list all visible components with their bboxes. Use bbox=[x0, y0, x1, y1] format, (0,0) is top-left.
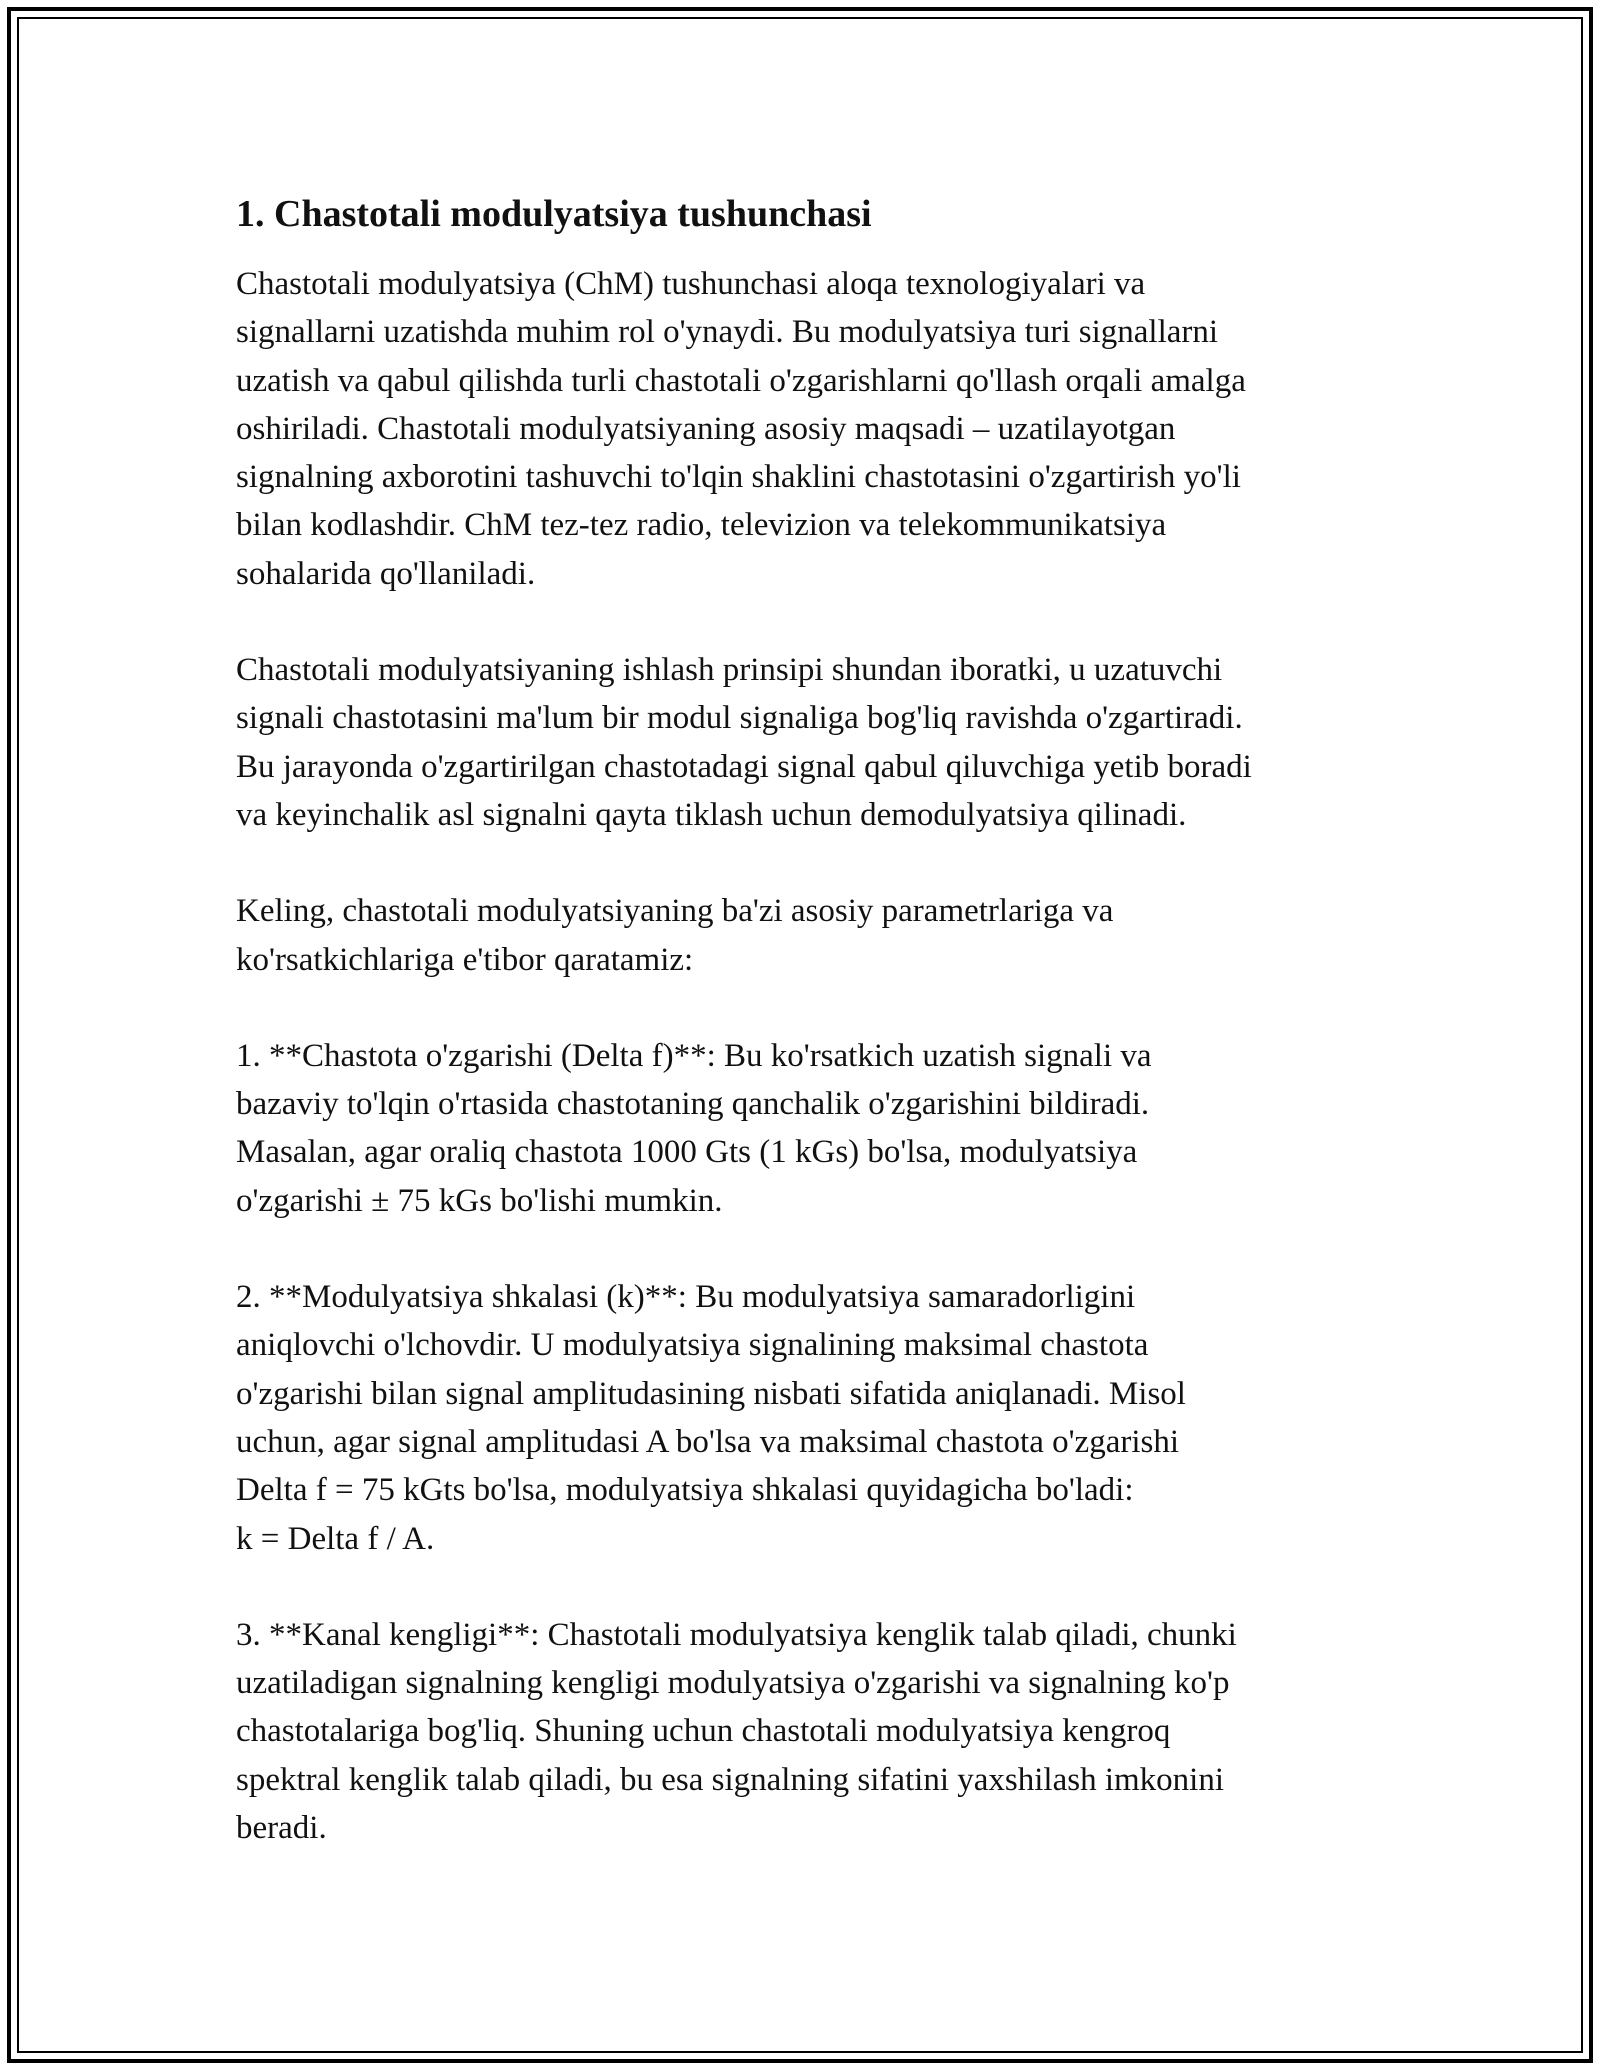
list-item-channel-width: 3. **Kanal kengligi**: Chastotali modulyatsiya kenglik talab qiladi, chunki uzatiladigan signalning kengligi modulyatsiya o'zgarishi va signalning ko'p chastotalariga bog'liq. Shuning uchun chastotali modulyatsiya kengroq spektral kenglik talab qiladi, bu esa signalning sifatini yaxshilash imkonini beradi. bbox=[236, 1616, 1237, 1847]
paragraph-principle: Chastotali modulyatsiyaning ishlash prinsipi shundan iboratki, u uzatuvchi signali chastotasini ma'lum bir modul signaliga bog'liq ravishda o'zgartiradi. Bu jarayonda o'zgartirilgan chastotadagi signal qabul qiluvchiga yetib boradi va keyinchalik asl signalni qayta tiklash uchun demodulyatsiya qilinadi. bbox=[236, 652, 1252, 833]
list-item-frequency-deviation: 1. **Chastota o'zgarishi (Delta f)**: Bu ko'rsatkich uzatish signali va bazaviy to'lqin o'rtasida chastotaning qanchalik o'zgarishini bildiradi. Masalan, agar oraliq chastota 1000 Gts (1 kGs) bo'lsa, modulyatsiya o'zgarishi ± 75 kGs bo'lishi mumkin. bbox=[236, 1037, 1152, 1219]
paragraph-parameters-intro: Keling, chastotali modulyatsiyaning ba'zi asosiy parametrlariga va ko'rsatkichlariga e'tibor qaratamiz: bbox=[236, 893, 1114, 978]
paragraph-intro: Chastotali modulyatsiya (ChM) tushunchasi aloqa texnologiyalari va signallarni uzatishda muhim rol o'ynaydi. Bu modulyatsiya turi signallarni uzatish va qabul qilishda turli chastotali o'zgarishlarni qo'llash orqali amalga oshiriladi. Chastotali modulyatsiyaning asosiy maqsadi – uzatilayotgan signalning axborotini tashuvchi to'lqin shaklini chastotasini o'zgartirish yo'li bilan kodlashdir. ChM tez-tez radio, televizion va telekommunikatsiya sohalarida qo'llaniladi. bbox=[236, 266, 1246, 592]
section-title: 1. Chastotali modulyatsiya tushunchasi bbox=[236, 193, 872, 235]
document-body bbox=[236, 188, 1376, 1900]
list-item-modulation-scale: 2. **Modulyatsiya shkalasi (k)**: Bu modulyatsiya samaradorligini aniqlovchi o'lchovdir. U modulyatsiya signalining maksimal chastota o'zgarishi bilan signal amplitudasining nisbati sifatida aniqlanadi. Misol uchun, agar signal amplitudasi A bo'lsa va maksimal chastota o'zgarishi Delta f = 75 kGts bo'lsa, modulyatsiya shkalasi quyidagicha bo'ladi: k = Delta f / A. bbox=[236, 1279, 1186, 1557]
